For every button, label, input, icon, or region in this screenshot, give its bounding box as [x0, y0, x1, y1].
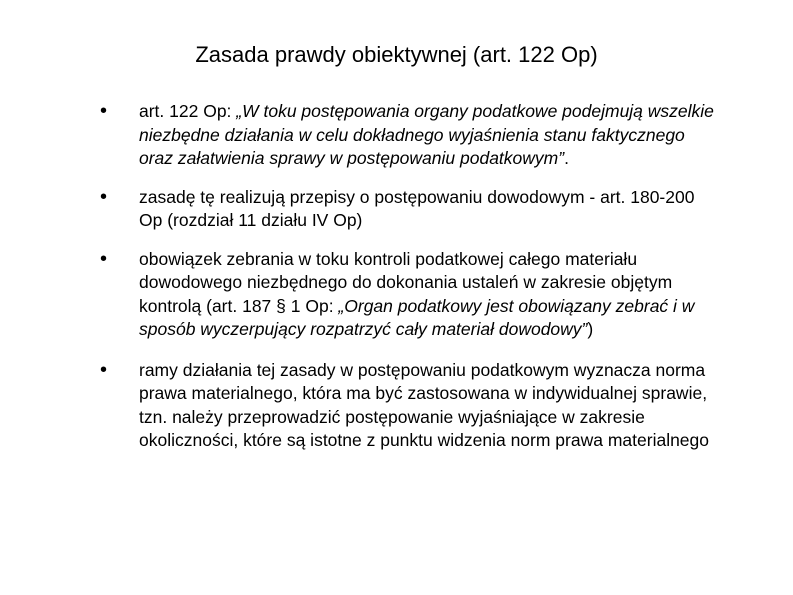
bullet-text-2: zasadę tę realizują przepisy o postępowaniu dowodowym - art. 180-200 Op (rozdział 11 działu IV Op): [139, 186, 695, 230]
bullet-text-1: [139, 100, 720, 171]
bullet-3-prefix: obowiązek zebrania w toku kontroli podatkowej całego materiału dowodowego niezbędnego do dokonania ustaleń w zakresie objętym kontrolą (art. 187 § 1 Op:: [139, 248, 673, 316]
bullet-dot-icon: •: [100, 247, 108, 270]
bullet-text-3: [139, 248, 720, 342]
bullet-text-4: ramy działania tej zasady w postępowaniu podatkowym wyznacza norma prawa materialnego, która ma być zastosowana w indywidualnej sprawie, tzn. należy przeprowadzić postępowanie wyjaśniające w zakresie okoliczności, które są istotne z punktu widzenia norm prawa materialnego: [139, 359, 710, 450]
bullet-item-1: [100, 100, 720, 171]
bullet-1-suffix: .: [564, 148, 569, 168]
bullet-item-4: [100, 359, 720, 453]
bullet-1-prefix: art. 122 Op:: [139, 101, 237, 121]
bullet-item-2: [100, 186, 720, 233]
bullet-dot-icon: •: [100, 100, 108, 122]
bullet-dot-icon: •: [100, 185, 108, 208]
slide-title: Zasada prawdy obiektywnej (art. 122 Op): [195, 42, 598, 67]
bullet-3-quote: „Organ podatkowy jest obowiązany zebrać i w sposób wyczerpujący rozpatrzyć cały materiał dowodowy”: [139, 295, 695, 339]
bullet-list: [100, 100, 720, 468]
bullet-3-suffix: ): [587, 319, 594, 339]
bullet-item-3: [100, 248, 720, 342]
bullet-dot-icon: •: [100, 358, 108, 381]
bullet-1-quote: „W toku postępowania organy podatkowe podejmują wszelkie niezbędne działania w celu dokładnego wyjaśnienia stanu faktycznego oraz załatwienia sprawy w postępowaniu podatkowym”: [139, 101, 714, 168]
